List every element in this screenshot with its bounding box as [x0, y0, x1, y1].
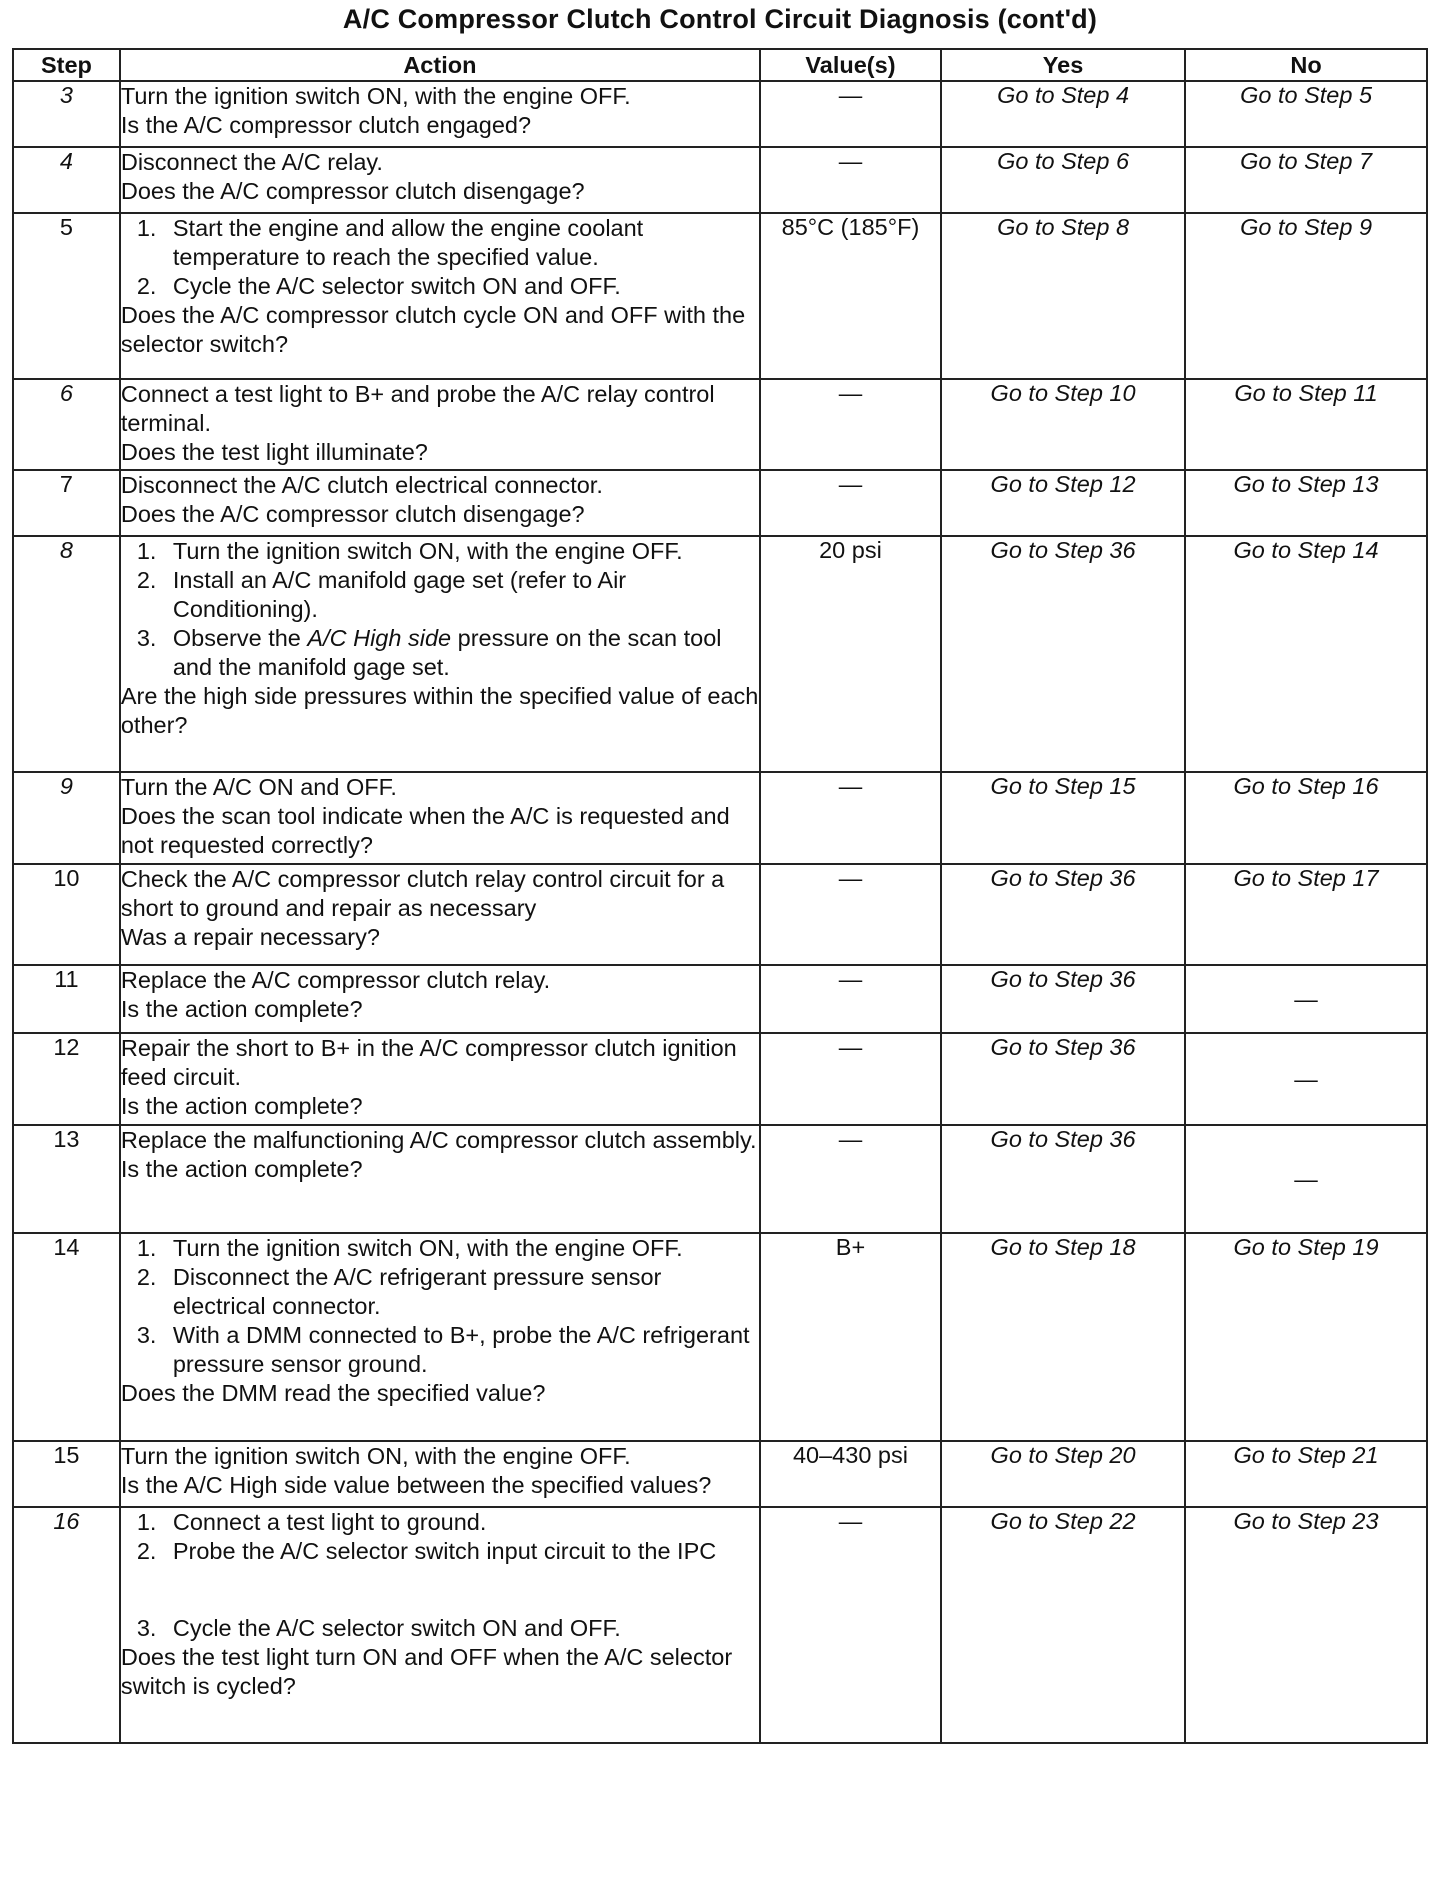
- action-cell: [120, 1507, 760, 1743]
- step-number: 7: [13, 470, 120, 536]
- no-cell: —: [1185, 1125, 1427, 1233]
- page-title: A/C Compressor Clutch Control Circuit Diagnosis (cont'd): [342, 4, 1098, 34]
- value-cell: —: [760, 772, 941, 864]
- action-steps: [121, 1508, 759, 1643]
- action-line: Check the A/C compressor clutch relay control circuit for a short to ground and repair as necessary: [120, 866, 725, 921]
- table-row: [13, 147, 1427, 213]
- action-cell: [120, 772, 760, 864]
- action-question: Does the A/C compressor clutch disengage?: [120, 501, 585, 527]
- table-row: [13, 81, 1427, 147]
- action-cell: [120, 1033, 760, 1125]
- action-question: Does the DMM read the specified value?: [120, 1380, 546, 1406]
- action-step-item: 1. Turn the ignition switch ON, with the engine OFF.: [136, 1235, 683, 1261]
- action-step-item: 2. Install an A/C manifold gage set (refer to Air Conditioning).: [136, 567, 627, 622]
- step-number: 3: [13, 81, 120, 147]
- value-cell: 85°C (185°F): [760, 213, 941, 379]
- step-number: 14: [13, 1233, 120, 1441]
- no-cell: Go to Step 9: [1185, 213, 1427, 379]
- action-cell: [120, 1125, 760, 1233]
- value-cell: —: [760, 1507, 941, 1743]
- table-row: [13, 864, 1427, 965]
- action-cell: [120, 81, 760, 147]
- action-line: Repair the short to B+ in the A/C compressor clutch ignition feed circuit.: [120, 1035, 737, 1090]
- yes-cell: Go to Step 12: [941, 470, 1185, 536]
- value-cell: —: [760, 1033, 941, 1125]
- action-step-item: 3. Observe the A/C High side pressure on the scan tool and the manifold gage set.: [136, 625, 722, 680]
- yes-cell: Go to Step 6: [941, 147, 1185, 213]
- no-cell: Go to Step 5: [1185, 81, 1427, 147]
- action-question: Are the high side pressures within the specified value of each other?: [120, 683, 759, 738]
- value-cell: B+: [760, 1233, 941, 1441]
- column-header-step: Step: [13, 49, 120, 81]
- action-line: Disconnect the A/C clutch electrical connector.: [120, 472, 603, 498]
- action-step-item: 2. Disconnect the A/C refrigerant pressure sensor electrical connector.: [136, 1264, 662, 1319]
- step-number: 13: [13, 1125, 120, 1233]
- action-question: Was a repair necessary?: [120, 924, 380, 950]
- yes-cell: Go to Step 15: [941, 772, 1185, 864]
- action-question: Is the A/C compressor clutch engaged?: [120, 112, 532, 138]
- diagnosis-table: [12, 48, 1428, 1744]
- action-question: Does the scan tool indicate when the A/C is requested and not requested correctly?: [120, 803, 730, 858]
- table-row: [13, 772, 1427, 864]
- step-number: 11: [13, 965, 120, 1033]
- yes-cell: Go to Step 36: [941, 1125, 1185, 1233]
- action-line: Turn the ignition switch ON, with the engine OFF.: [120, 1443, 631, 1469]
- table-row: [13, 213, 1427, 379]
- table-header-row: [13, 49, 1427, 81]
- no-cell: Go to Step 16: [1185, 772, 1427, 864]
- step-number: 10: [13, 864, 120, 965]
- column-header-yes: Yes: [941, 49, 1185, 81]
- column-header-no: No: [1185, 49, 1427, 81]
- table-row: [13, 965, 1427, 1033]
- yes-cell: Go to Step 18: [941, 1233, 1185, 1441]
- action-line: Disconnect the A/C relay.: [120, 149, 383, 175]
- action-cell: [120, 470, 760, 536]
- table-row: [13, 470, 1427, 536]
- yes-cell: Go to Step 4: [941, 81, 1185, 147]
- step-number: 15: [13, 1441, 120, 1507]
- yes-cell: Go to Step 8: [941, 213, 1185, 379]
- action-line: Connect a test light to B+ and probe the A/C relay control terminal.: [120, 381, 715, 436]
- step-number: 5: [13, 213, 120, 379]
- no-cell: Go to Step 21: [1185, 1441, 1427, 1507]
- action-step-item: 2. Probe the A/C selector switch input circuit to the IPC: [136, 1538, 717, 1564]
- action-question: Does the test light illuminate?: [120, 439, 428, 465]
- action-step-item: 1. Connect a test light to ground.: [136, 1509, 487, 1535]
- no-cell: Go to Step 14: [1185, 536, 1427, 772]
- yes-cell: Go to Step 10: [941, 379, 1185, 470]
- step-number: 12: [13, 1033, 120, 1125]
- table-row: [13, 1125, 1427, 1233]
- yes-cell: Go to Step 36: [941, 864, 1185, 965]
- value-cell: —: [760, 864, 941, 965]
- no-cell: Go to Step 23: [1185, 1507, 1427, 1743]
- action-cell: [120, 213, 760, 379]
- action-question: Does the A/C compressor clutch disengage?: [120, 178, 585, 204]
- table-row: [13, 536, 1427, 772]
- table-row: [13, 1507, 1427, 1743]
- yes-cell: Go to Step 36: [941, 1033, 1185, 1125]
- action-cell: [120, 379, 760, 470]
- column-header-values: Value(s): [760, 49, 941, 81]
- action-cell: [120, 147, 760, 213]
- action-cell: [120, 536, 760, 772]
- action-question: Is the action complete?: [120, 996, 363, 1022]
- no-cell: Go to Step 17: [1185, 864, 1427, 965]
- yes-cell: Go to Step 36: [941, 965, 1185, 1033]
- value-cell: —: [760, 147, 941, 213]
- action-question: Is the A/C High side value between the specified values?: [120, 1472, 712, 1498]
- action-question: Does the A/C compressor clutch cycle ON and OFF with the selector switch?: [120, 302, 746, 357]
- action-cell: [120, 1233, 760, 1441]
- action-step-item: 1. Start the engine and allow the engine coolant temperature to reach the specified value.: [136, 215, 644, 270]
- action-step-item: 3. Cycle the A/C selector switch ON and OFF.: [136, 1615, 621, 1641]
- yes-cell: Go to Step 22: [941, 1507, 1185, 1743]
- action-cell: [120, 1441, 760, 1507]
- no-cell: —: [1185, 1033, 1427, 1125]
- column-header-action: Action: [120, 49, 760, 81]
- action-question: Is the action complete?: [120, 1093, 363, 1119]
- no-cell: Go to Step 19: [1185, 1233, 1427, 1441]
- value-cell: —: [760, 965, 941, 1033]
- value-cell: —: [760, 470, 941, 536]
- yes-cell: Go to Step 36: [941, 536, 1185, 772]
- table-row: [13, 379, 1427, 470]
- action-cell: [120, 965, 760, 1033]
- action-line: Replace the A/C compressor clutch relay.: [120, 967, 551, 993]
- step-number: 16: [13, 1507, 120, 1743]
- no-cell: —: [1185, 965, 1427, 1033]
- step-number: 6: [13, 379, 120, 470]
- action-step-item: 2. Cycle the A/C selector switch ON and OFF.: [136, 273, 621, 299]
- table-row: [13, 1233, 1427, 1441]
- no-cell: Go to Step 7: [1185, 147, 1427, 213]
- step-number: 9: [13, 772, 120, 864]
- action-line: Turn the ignition switch ON, with the engine OFF.: [120, 83, 631, 109]
- action-line: Turn the A/C ON and OFF.: [120, 774, 397, 800]
- table-row: [13, 1033, 1427, 1125]
- step-number: 4: [13, 147, 120, 213]
- value-cell: —: [760, 1125, 941, 1233]
- value-cell: —: [760, 81, 941, 147]
- action-step-item: 3. With a DMM connected to B+, probe the A/C refrigerant pressure sensor ground.: [136, 1322, 750, 1377]
- value-cell: 40–430 psi: [760, 1441, 941, 1507]
- action-steps: [121, 537, 759, 682]
- no-cell: Go to Step 13: [1185, 470, 1427, 536]
- action-line: Replace the malfunctioning A/C compressor clutch assembly.: [120, 1127, 757, 1153]
- action-steps: [121, 1234, 759, 1379]
- no-cell: Go to Step 11: [1185, 379, 1427, 470]
- yes-cell: Go to Step 20: [941, 1441, 1185, 1507]
- action-question: Does the test light turn ON and OFF when the A/C selector switch is cycled?: [120, 1644, 733, 1699]
- action-steps: [121, 214, 759, 301]
- action-step-item: 1. Turn the ignition switch ON, with the engine OFF.: [136, 538, 683, 564]
- value-cell: —: [760, 379, 941, 470]
- step-number: 8: [13, 536, 120, 772]
- table-row: [13, 1441, 1427, 1507]
- value-cell: 20 psi: [760, 536, 941, 772]
- action-cell: [120, 864, 760, 965]
- action-question: Is the action complete?: [120, 1156, 363, 1182]
